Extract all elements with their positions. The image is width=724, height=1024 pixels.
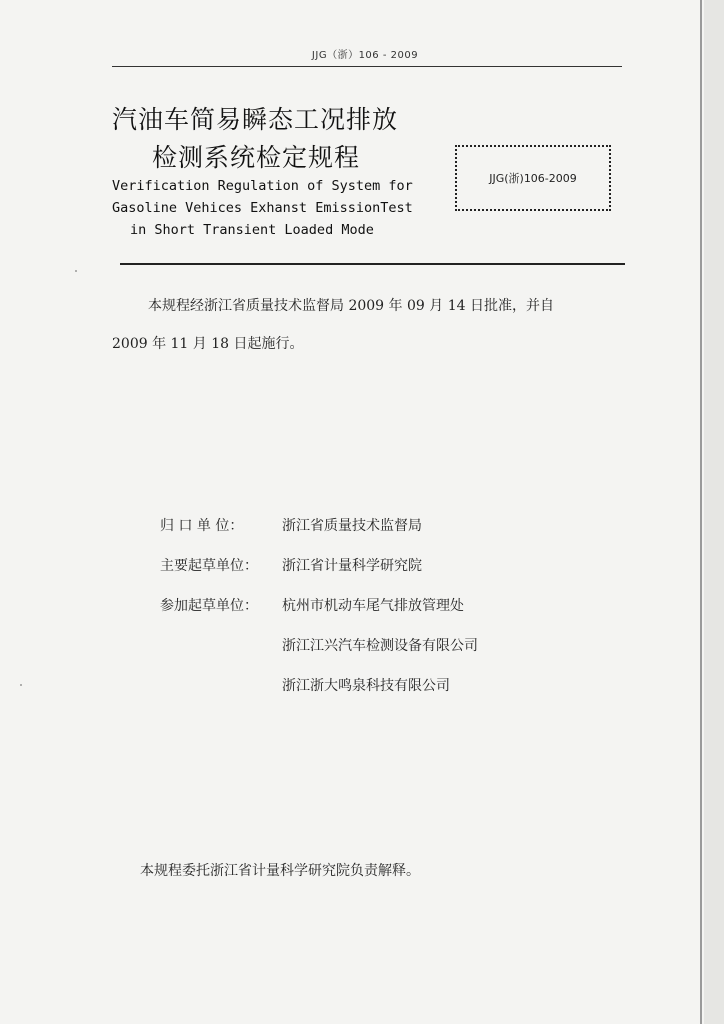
org-value: 浙江浙大鸣泉科技有限公司 (282, 678, 450, 694)
org-value: 浙江省质量技术监督局 (282, 518, 422, 534)
scan-speck (20, 684, 22, 686)
approval-line-2: 2009 年 11 月 18 日起施行。 (112, 336, 304, 352)
regulation-code: JJG(浙)106-2009 (489, 172, 577, 185)
org-label: 归 口 单 位： (160, 518, 244, 534)
org-value: 浙江省计量科学研究院 (282, 558, 422, 574)
approval-line-1: 本规程经浙江省质量技术监督局 2009 年 09 月 14 日批准，并自 (148, 298, 554, 314)
scan-speck (75, 270, 77, 272)
title-chinese-line-2: 检测系统检定规程 (152, 143, 361, 172)
header-rule (112, 66, 622, 67)
title-rule (120, 263, 625, 265)
title-english-line-2: Gasoline Vehices Exhanst EmissionTest (112, 200, 413, 216)
title-english-line-3: in Short Transient Loaded Mode (130, 222, 374, 238)
interpretation-note: 本规程委托浙江省计量科学研究院负责解释。 (140, 863, 420, 879)
title-english-line-1: Verification Regulation of System for (112, 178, 413, 194)
page-edge-line (700, 0, 702, 1024)
regulation-code-box (455, 145, 611, 211)
org-value: 浙江江兴汽车检测设备有限公司 (282, 638, 478, 654)
page-margin (704, 0, 724, 1024)
header-code: JJG（浙）106 - 2009 (311, 50, 419, 61)
org-label: 主要起草单位： (160, 558, 258, 574)
approval-statement (112, 287, 617, 363)
title-chinese-line-1: 汽油车简易瞬态工况排放 (112, 105, 399, 134)
org-value: 杭州市机动车尾气排放管理处 (282, 598, 464, 614)
org-label: 参加起草单位： (160, 598, 258, 614)
title-english (112, 175, 452, 241)
